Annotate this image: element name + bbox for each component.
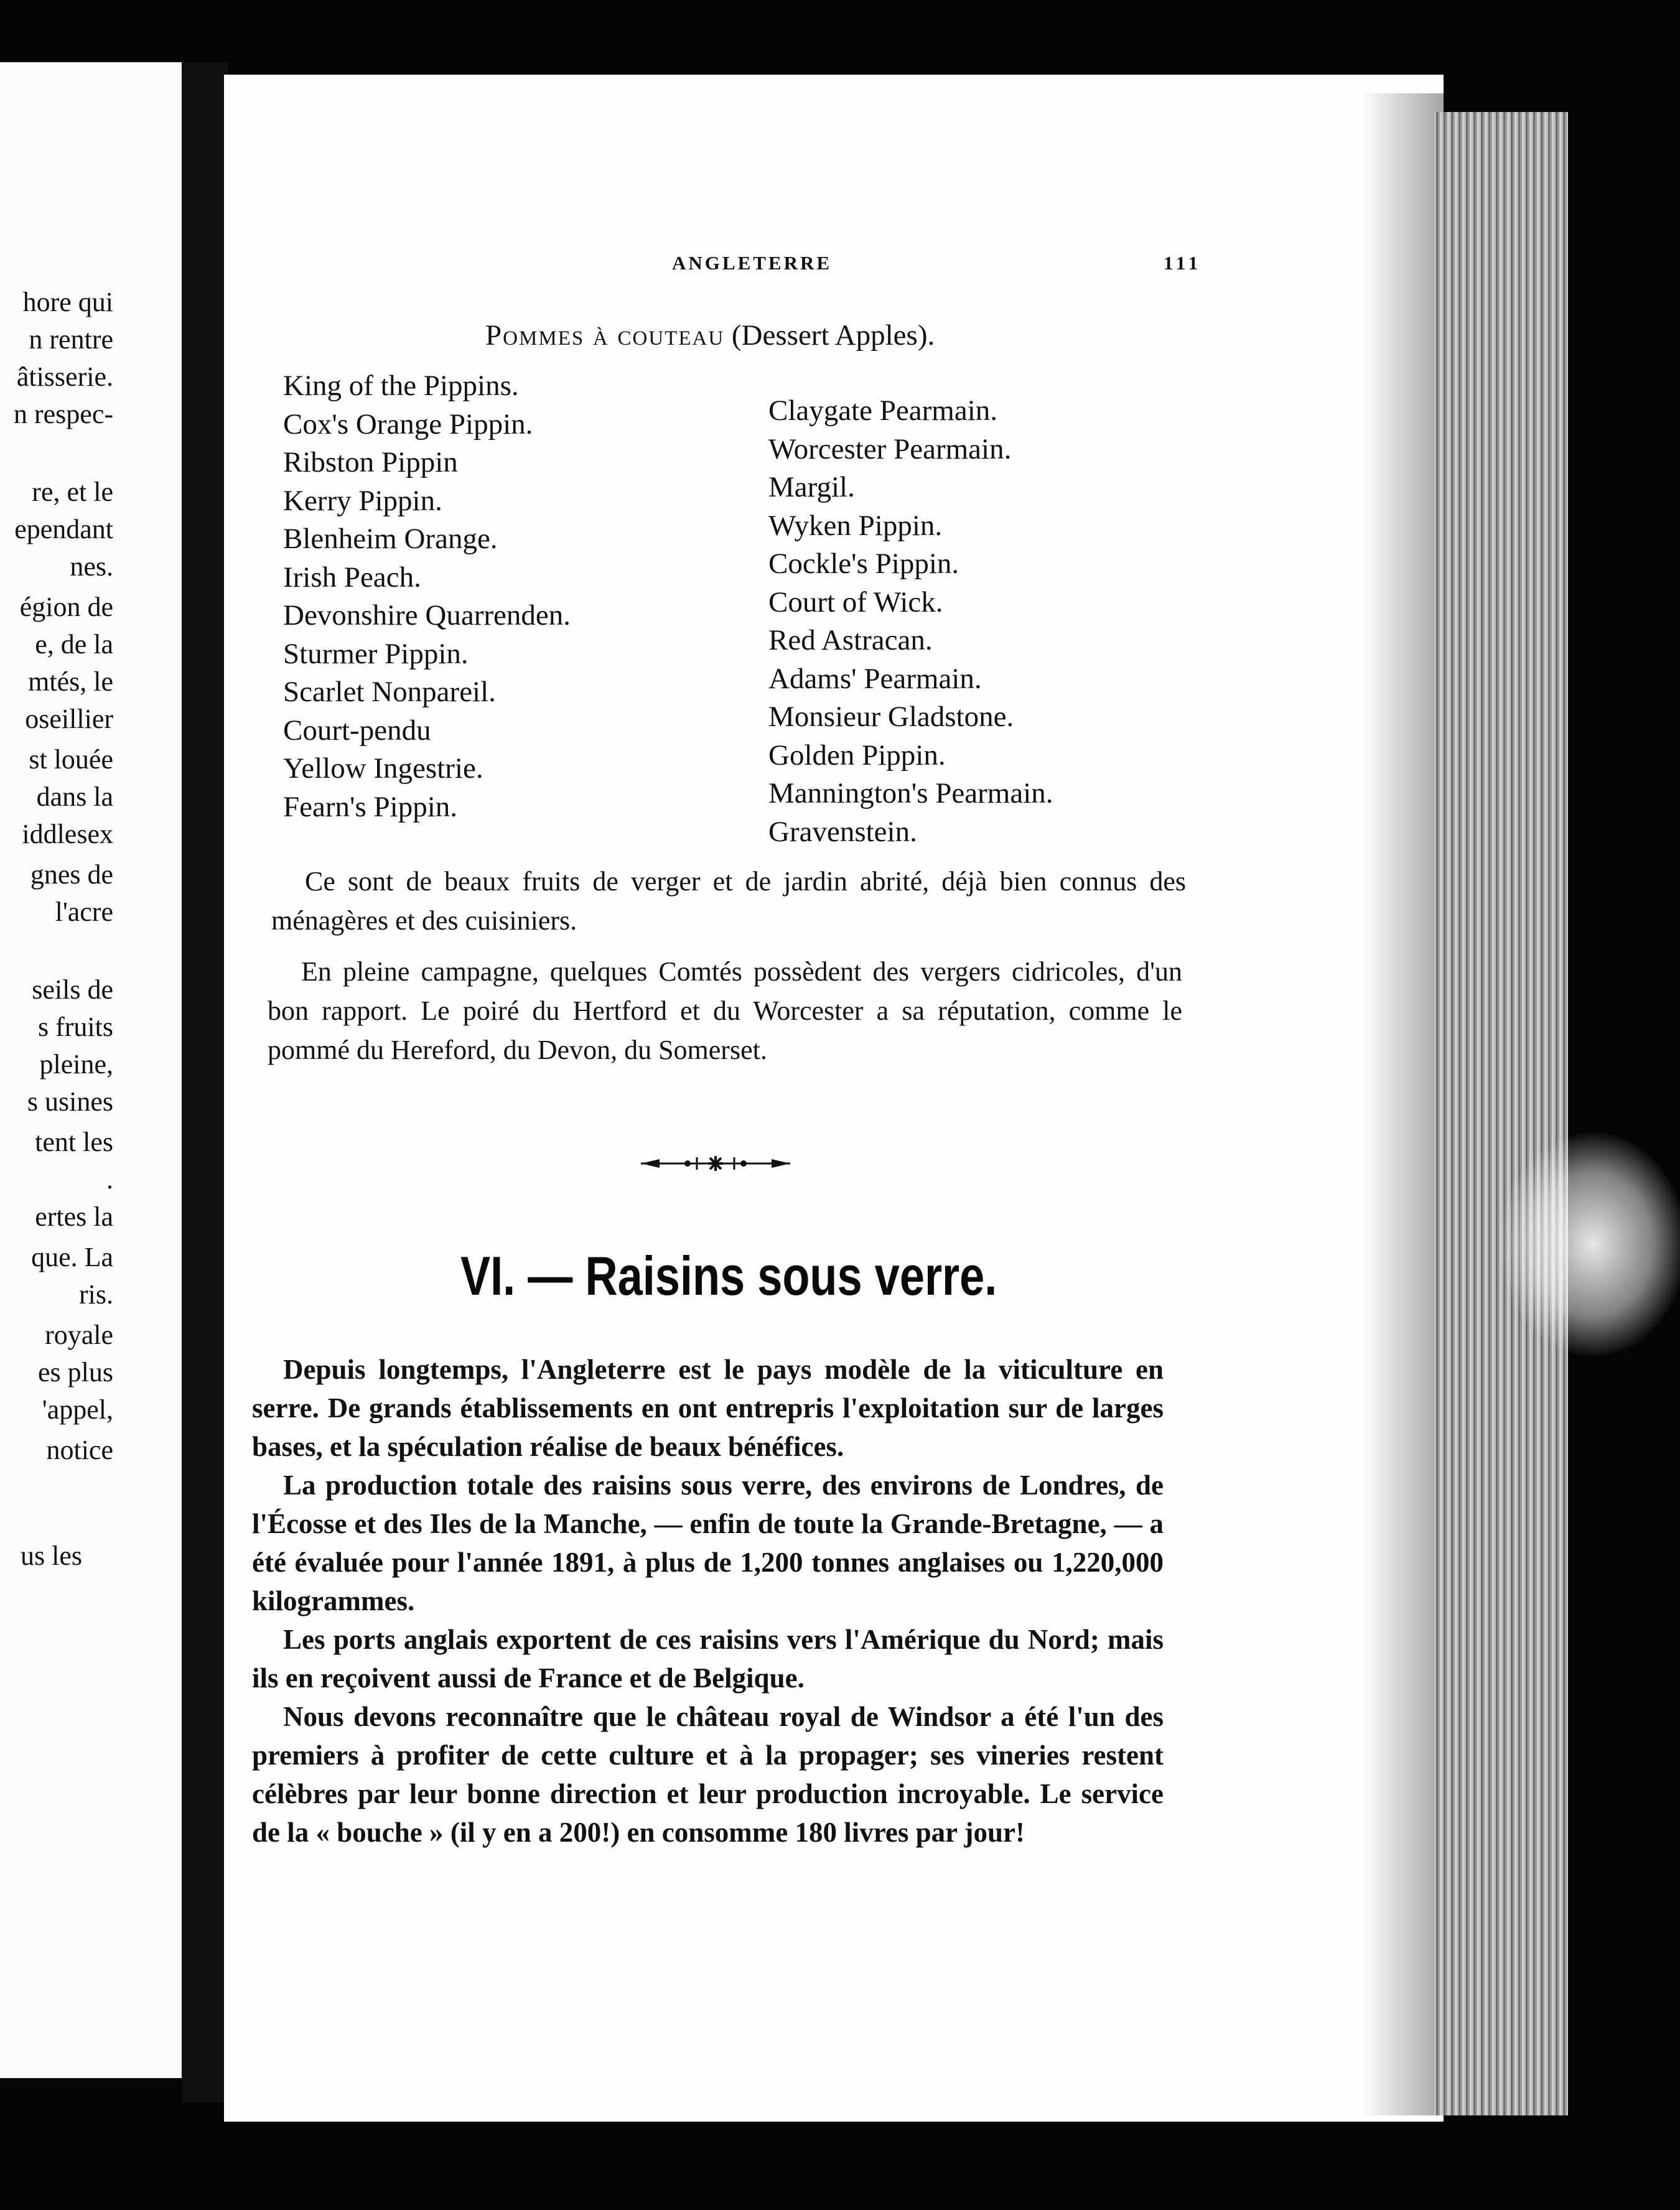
- left-page-line: égion de: [19, 592, 113, 622]
- apple-variety: Scarlet Nonpareil.: [283, 676, 496, 708]
- apple-variety: King of the Pippins.: [283, 370, 519, 402]
- apple-variety: Wyken Pippin.: [768, 509, 943, 542]
- page-edges: [1434, 112, 1568, 2115]
- section-paragraph: La production totale des raisins sous verre, des environs de Londres, de l'Écosse et des Iles de la Manche, — enfin de toute la Grande-Bretagne, — a été évaluée pour l'année 1891, à plus de 1,200 tonnes anglaises ou 1,220,000 kilogrammes.: [252, 1470, 1164, 1616]
- left-page-line: s usines: [27, 1086, 113, 1117]
- left-page-line: hore qui: [22, 287, 113, 317]
- apple-variety: Irish Peach.: [283, 561, 421, 594]
- page-curve-shadow: [1363, 93, 1444, 2115]
- left-page-line: 'appel,: [42, 1394, 113, 1425]
- apple-variety: Sturmer Pippin.: [283, 637, 469, 670]
- left-page-line: ris.: [79, 1279, 113, 1310]
- paper-stain: [1500, 1132, 1680, 1356]
- left-page-line: nes.: [70, 551, 113, 582]
- left-page-line: âtisserie.: [16, 361, 113, 392]
- left-page-line: dans la: [36, 781, 113, 812]
- running-title: ANGLETERRE: [672, 252, 833, 274]
- left-page-line: gnes de: [30, 859, 113, 890]
- left-page-line: es plus: [38, 1357, 113, 1387]
- left-page-line: n rentre: [29, 324, 113, 355]
- section-paragraph: Nous devons reconnaître que le château royal de Windsor a été l'un des premiers à profiter de cette culture et à la propager; ses vineries restent célèbres par leur bonne direction et leur production incroyable. Le service de la « bouche » (il y en a 200!) en consomme 180 livres par jour!: [252, 1701, 1164, 1848]
- apple-variety: Monsieur Gladstone.: [768, 701, 1014, 733]
- left-page-line: re, et le: [32, 477, 113, 507]
- apple-variety: Devonshire Quarrenden.: [283, 599, 571, 632]
- apple-variety: Gravenstein.: [768, 815, 917, 848]
- paragraph-fruits: Ce sont de beaux fruits de verger et de jardin abrité, déjà bien connus des ménagères et des cuisiniers.: [271, 866, 1186, 936]
- left-page-fragment: [0, 62, 184, 2078]
- section-ornament: [635, 1151, 796, 1176]
- left-page-line: ependant: [14, 514, 113, 544]
- left-page-line: iddlesex: [22, 819, 113, 849]
- apple-variety: Adams' Pearmain.: [768, 662, 982, 695]
- apple-variety: Mannington's Pearmain.: [768, 777, 1053, 809]
- apple-variety: Worcester Pearmain.: [768, 432, 1012, 465]
- left-page-line: mtés, le: [28, 666, 113, 697]
- apple-variety: Margil.: [768, 471, 855, 503]
- paragraph-vergers: En pleine campagne, quelques Comtés possèdent des vergers cidricoles, d'un bon rapport. Le poiré du Hertford et du Worcester a sa réputation, comme le pommé du Hereford, du Devon, du Somerset.: [268, 956, 1182, 1065]
- section-heading: VI. — Raisins sous verre.: [460, 1245, 997, 1307]
- apple-variety: Court-pendu: [283, 714, 431, 747]
- left-page-line: us les: [21, 1541, 82, 1571]
- section-paragraph: Les ports anglais exportent de ces raisins vers l'Amérique du Nord; mais ils en reçoivent aussi de France et de Belgique.: [252, 1624, 1164, 1694]
- apple-list-heading: [485, 319, 935, 352]
- apple-list-heading-rest: (Dessert Apples).: [724, 319, 935, 352]
- apple-variety: Golden Pippin.: [768, 739, 946, 772]
- left-page-line: l'acre: [55, 897, 113, 927]
- left-page-line: s fruits: [38, 1012, 113, 1042]
- apple-variety: Cox's Orange Pippin.: [283, 408, 533, 441]
- left-page-line: n respec-: [13, 399, 113, 429]
- left-page-line: .: [106, 1164, 113, 1195]
- left-page-line: e, de la: [35, 629, 113, 660]
- apple-variety: Blenheim Orange.: [283, 523, 498, 555]
- left-page-line: royale: [45, 1320, 113, 1350]
- apple-list-heading-smallcaps: Pommes à couteau: [485, 319, 725, 352]
- left-page-line: ertes la: [35, 1201, 113, 1232]
- apple-variety: Red Astracan.: [768, 624, 933, 656]
- apple-list-left-column: [283, 367, 744, 826]
- apple-variety: Ribston Pippin: [283, 446, 458, 478]
- left-page-line: tent les: [35, 1127, 113, 1157]
- left-page-line: oseillier: [25, 704, 113, 734]
- section-paragraph: Depuis longtemps, l'Angleterre est le pays modèle de la viticulture en serre. De grands établissements en ont entrepris l'exploitation sur de larges bases, et la spéculation réalise de beaux bénéfices.: [252, 1354, 1164, 1462]
- page-number: 111: [1164, 252, 1202, 274]
- apple-list-right-column: [768, 392, 1229, 851]
- apple-variety: Cockle's Pippin.: [768, 548, 959, 580]
- book-gutter: [182, 62, 228, 2103]
- left-page-line: pleine,: [39, 1049, 113, 1079]
- left-page-line: notice: [46, 1435, 113, 1465]
- apple-variety: Claygate Pearmain.: [768, 394, 998, 427]
- left-page-line: seils de: [32, 974, 113, 1005]
- left-page-line: que. La: [31, 1242, 113, 1272]
- apple-variety: Fearn's Pippin.: [283, 790, 458, 823]
- apple-variety: Kerry Pippin.: [283, 484, 442, 517]
- section-body: [252, 1350, 1164, 1852]
- apple-variety: Court of Wick.: [768, 585, 943, 618]
- left-page-line: st louée: [29, 744, 113, 775]
- apple-variety: Yellow Ingestrie.: [283, 752, 483, 785]
